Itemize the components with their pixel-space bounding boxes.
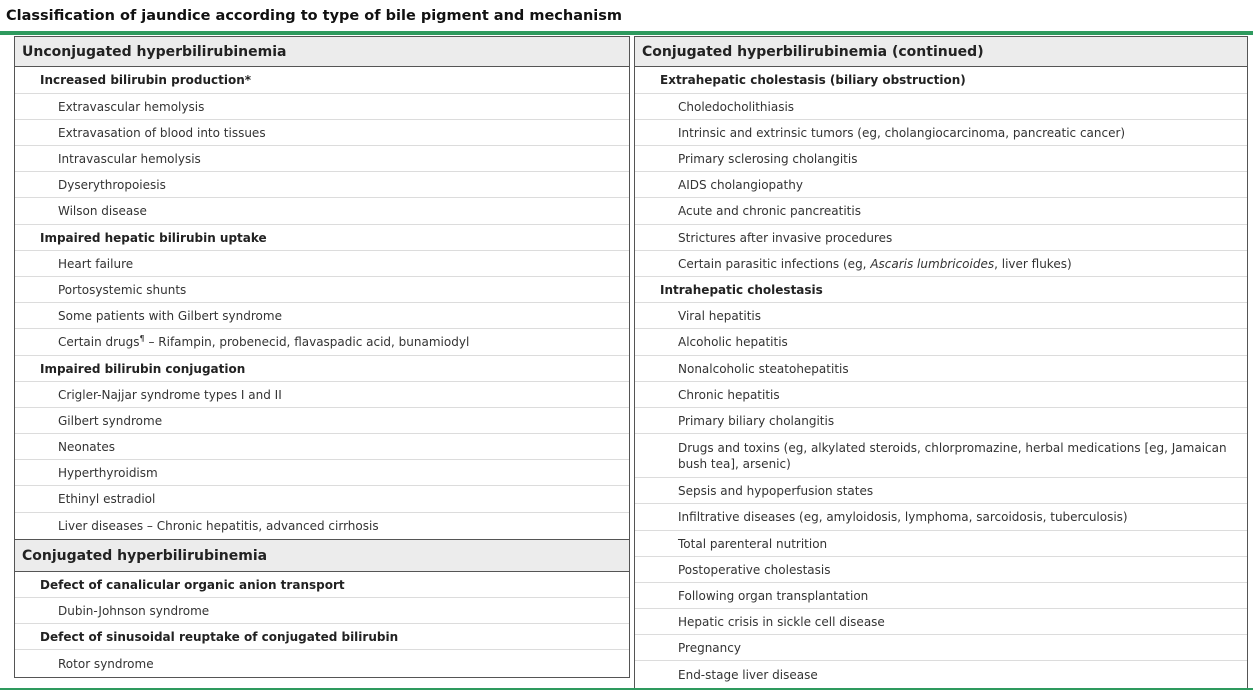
list-item: Neonates: [15, 434, 629, 460]
bottom-divider: [0, 688, 1253, 690]
list-item-parasitic-infections: [635, 251, 1247, 277]
parasitic-text-post: , liver flukes): [994, 256, 1072, 271]
list-item: Primary sclerosing cholangitis: [635, 146, 1247, 172]
list-item: Some patients with Gilbert syndrome: [15, 303, 629, 329]
subheader-increased-production: Increased bilirubin production*: [15, 67, 629, 94]
section-header-unconjugated: Unconjugated hyperbilirubinemia: [15, 37, 629, 67]
list-item: Total parenteral nutrition: [635, 531, 1247, 557]
parasitic-species: Ascaris lumbricoides: [870, 256, 995, 271]
list-item: Drugs and toxins (eg, alkylated steroids, chlorpromazine, herbal medications [eg, Jamaican bush tea], arsenic): [635, 434, 1247, 478]
list-item: Postoperative cholestasis: [635, 557, 1247, 583]
top-divider: [0, 31, 1253, 35]
subheader-intrahepatic: Intrahepatic cholestasis: [635, 277, 1247, 303]
section-header-conjugated: Conjugated hyperbilirubinemia: [15, 539, 629, 572]
list-item: Infiltrative diseases (eg, amyloidosis, lymphoma, sarcoidosis, tuberculosis): [635, 504, 1247, 531]
list-item: Extravascular hemolysis: [15, 94, 629, 120]
list-item: Following organ transplantation: [635, 583, 1247, 609]
left-table: [14, 36, 630, 678]
subheader-sinusoidal: Defect of sinusoidal reuptake of conjugated bilirubin: [15, 624, 629, 650]
list-item: Hepatic crisis in sickle cell disease: [635, 609, 1247, 635]
list-item: Intravascular hemolysis: [15, 146, 629, 172]
drugs-detail: – Rifampin, probenecid, flavaspadic acid, bunamiodyl: [144, 335, 470, 349]
list-item: AIDS cholangiopathy: [635, 172, 1247, 198]
list-item: Rotor syndrome: [58, 656, 154, 671]
list-item: Crigler-Najjar syndrome types I and II: [15, 382, 629, 408]
list-item-certain-drugs: Certain drugs ¶ – Rifampin, probenecid, flavaspadic acid, bunamiodyl: [15, 329, 629, 356]
parasitic-text-pre: Certain parasitic infections (eg,: [678, 256, 871, 271]
list-item: Extravasation of blood into tissues: [15, 120, 629, 146]
right-table: [634, 36, 1248, 688]
list-item: Acute and chronic pancreatitis: [635, 198, 1247, 225]
list-item: Alcoholic hepatitis: [635, 329, 1247, 356]
list-item: Choledocholithiasis: [635, 94, 1247, 120]
list-item: End-stage liver disease: [678, 667, 818, 682]
list-item: Hyperthyroidism: [15, 460, 629, 486]
list-item: Sepsis and hypoperfusion states: [635, 478, 1247, 504]
list-item: Ethinyl estradiol: [15, 486, 629, 513]
list-item: Dubin-Johnson syndrome: [15, 598, 629, 624]
subheader-extrahepatic: Extrahepatic cholestasis (biliary obstruction): [635, 67, 1247, 94]
subheader-impaired-conjugation: Impaired bilirubin conjugation: [15, 356, 629, 382]
subheader-canalicular: Defect of canalicular organic anion transport: [15, 572, 629, 598]
list-item: Chronic hepatitis: [635, 382, 1247, 408]
list-item: Dyserythropoiesis: [15, 172, 629, 198]
list-item: Nonalcoholic steatohepatitis: [635, 356, 1247, 382]
list-item: Intrinsic and extrinsic tumors (eg, cholangiocarcinoma, pancreatic cancer): [635, 120, 1247, 146]
list-item: Strictures after invasive procedures: [635, 225, 1247, 251]
subheader-impaired-uptake: Impaired hepatic bilirubin uptake: [15, 225, 629, 251]
section-header-conjugated-continued: Conjugated hyperbilirubinemia (continued): [635, 37, 1247, 67]
list-item: Wilson disease: [15, 198, 629, 225]
list-item: Pregnancy: [635, 635, 1247, 661]
drugs-label: Certain drugs: [58, 335, 140, 349]
list-item: Gilbert syndrome: [15, 408, 629, 434]
list-item: Viral hepatitis: [635, 303, 1247, 329]
list-item: Portosystemic shunts: [15, 277, 629, 303]
list-item: Liver diseases – Chronic hepatitis, advanced cirrhosis: [58, 519, 379, 533]
list-item: Heart failure: [15, 251, 629, 277]
page-title: Classification of jaundice according to type of bile pigment and mechanism: [6, 8, 623, 24]
list-item: Primary biliary cholangitis: [635, 408, 1247, 434]
